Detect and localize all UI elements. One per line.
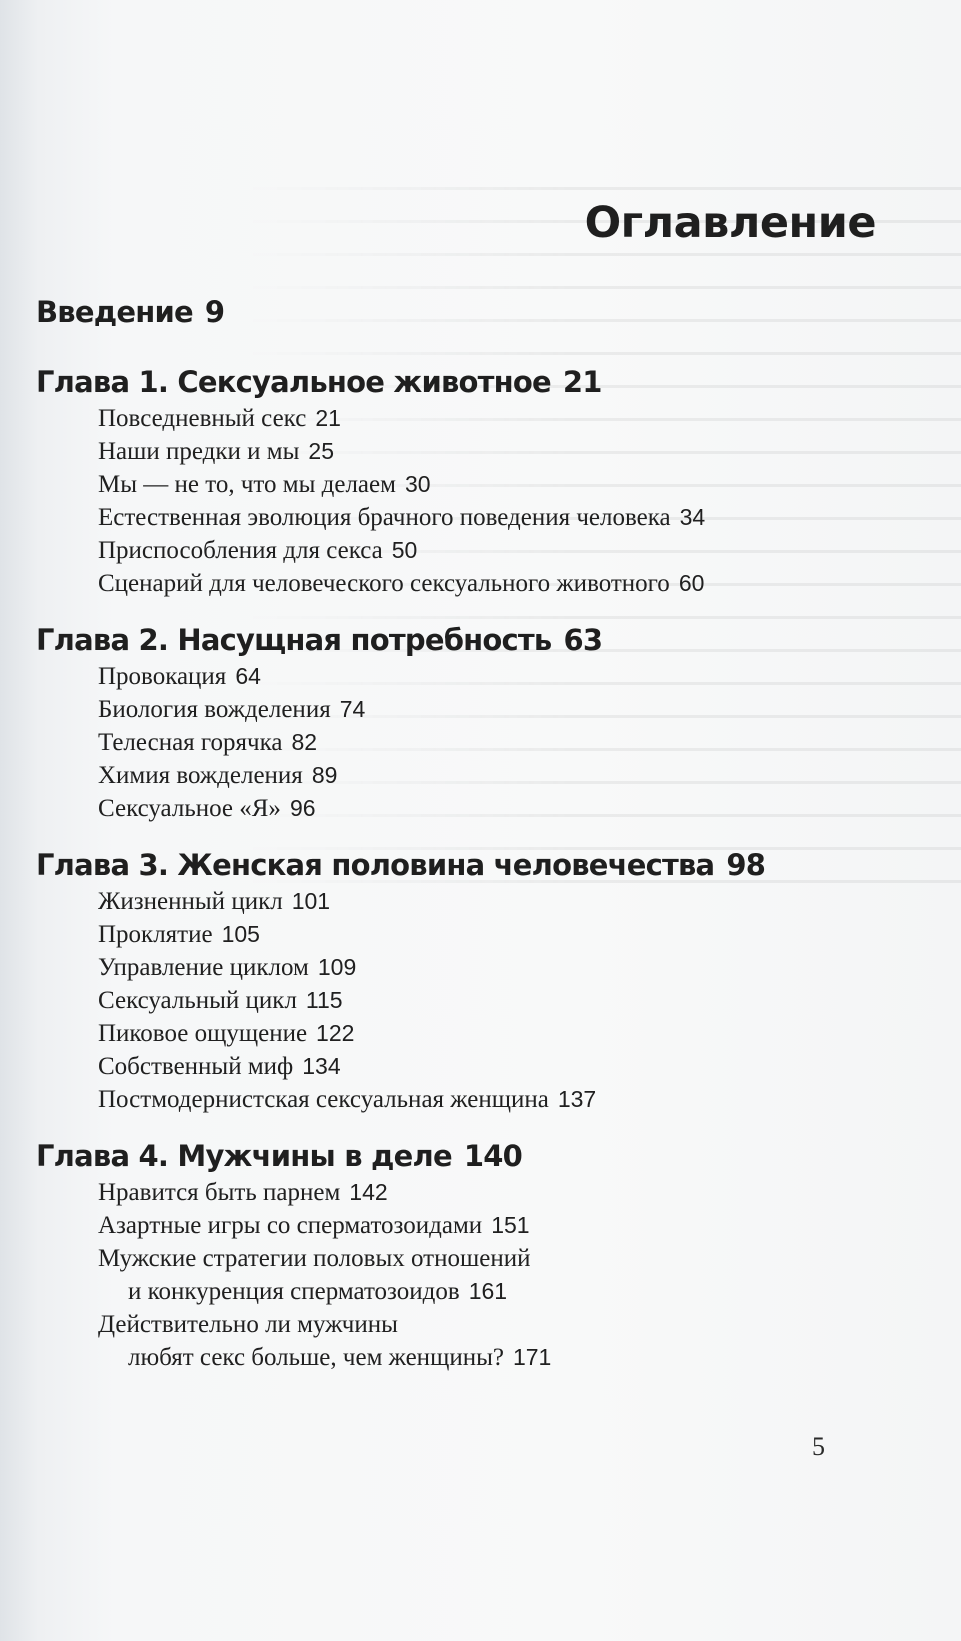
toc-intro <box>36 292 916 332</box>
toc-entry[interactable] <box>98 1083 916 1116</box>
toc-entry[interactable] <box>98 1308 916 1374</box>
entry-page-number: 142 <box>349 1179 388 1205</box>
toc-entry[interactable] <box>98 792 916 825</box>
toc-entry[interactable] <box>98 885 916 918</box>
entry-page-number: 96 <box>289 795 316 821</box>
entry-page-number: 50 <box>391 537 418 563</box>
entry-page-number: 115 <box>305 987 343 1013</box>
entry-title: Биология вожделения <box>98 696 331 723</box>
entry-title-continued: и конкуренция сперматозоидов <box>128 1278 460 1305</box>
chapter-section-list <box>36 885 916 1116</box>
toc-chapter-1 <box>36 362 916 600</box>
entry-title: Мы — не то, что мы делаем <box>98 471 396 498</box>
toc-entry[interactable] <box>98 1050 916 1083</box>
entry-page-number: 137 <box>557 1086 597 1112</box>
toc-entry[interactable] <box>98 534 916 567</box>
chapter-section-list <box>36 660 916 825</box>
toc-entry[interactable] <box>98 693 916 726</box>
intro-label: Введение <box>36 295 193 329</box>
chapter-heading[interactable] <box>36 845 916 885</box>
toc-entry[interactable] <box>98 951 916 984</box>
entry-title: Действительно ли мужчины <box>98 1311 398 1338</box>
entry-title: Химия вожделения <box>98 762 303 789</box>
entry-page-number: 101 <box>291 888 331 914</box>
entry-page-number: 122 <box>316 1020 355 1046</box>
toc-entry[interactable] <box>98 402 916 435</box>
toc-entry[interactable] <box>98 1242 916 1308</box>
toc-entry[interactable] <box>98 501 916 534</box>
chapter-page-number: 63 <box>563 623 603 657</box>
entry-title: Провокация <box>98 663 227 690</box>
entry-page-number: 89 <box>311 762 338 788</box>
entry-title: Естественная эволюция брачного поведения человека <box>98 504 671 531</box>
entry-page-number: 171 <box>512 1344 552 1370</box>
chapter-heading[interactable] <box>36 362 916 402</box>
entry-title: Повседневный секс <box>98 405 307 432</box>
entry-page-number: 21 <box>315 405 341 431</box>
chapter-heading[interactable] <box>36 620 916 660</box>
toc-entry[interactable] <box>98 660 916 693</box>
entry-page-number: 64 <box>235 663 261 689</box>
toc-chapter-3 <box>36 845 916 1116</box>
entry-page-number: 60 <box>678 570 705 596</box>
entry-page-number: 82 <box>291 729 318 755</box>
chapter-page-number: 98 <box>726 848 766 882</box>
entry-title: Телесная горячка <box>98 729 283 756</box>
intro-heading[interactable] <box>36 292 916 332</box>
entry-title: Приспособления для секса <box>98 537 383 564</box>
toc-entry[interactable] <box>98 1209 916 1242</box>
entry-title: Азартные игры со сперматозоидами <box>98 1212 483 1239</box>
entry-title: Нравится быть парнем <box>98 1179 341 1206</box>
page-number: 5 <box>812 1432 825 1461</box>
entry-title: Сценарий для человеческого сексуального животного <box>98 570 670 597</box>
entry-page-number: 161 <box>468 1278 508 1304</box>
chapter-title: Глава 4. Мужчины в деле <box>36 1139 452 1173</box>
entry-page-number: 105 <box>221 921 260 947</box>
toc-entry[interactable] <box>98 984 916 1017</box>
chapter-title: Глава 3. Женская половина человечества <box>36 848 715 882</box>
entry-title: Жизненный цикл <box>98 888 283 915</box>
toc-entry[interactable] <box>98 567 916 600</box>
toc-chapter-4 <box>36 1136 916 1374</box>
toc-chapter-2 <box>36 620 916 825</box>
toc-entry[interactable] <box>98 468 916 501</box>
chapter-section-list <box>36 1176 916 1374</box>
entry-title: Проклятие <box>98 921 213 948</box>
chapter-heading[interactable] <box>36 1136 916 1176</box>
chapter-title: Глава 2. Насущная потребность <box>36 623 552 657</box>
toc-entry[interactable] <box>98 726 916 759</box>
toc-entry[interactable] <box>98 1017 916 1050</box>
page-title: Оглавление <box>584 198 876 248</box>
chapter-section-list <box>36 402 916 600</box>
entry-page-number: 109 <box>317 954 357 980</box>
entry-title: Управление циклом <box>98 954 309 981</box>
entry-page-number: 134 <box>302 1053 341 1079</box>
entry-page-number: 30 <box>404 471 431 497</box>
toc-entry[interactable] <box>98 1176 916 1209</box>
chapter-page-number: 140 <box>463 1139 522 1173</box>
entry-page-number: 151 <box>491 1212 530 1238</box>
entry-title: Мужские стратегии половых отношений <box>98 1245 531 1272</box>
toc-entry[interactable] <box>98 918 916 951</box>
entry-page-number: 74 <box>339 696 366 722</box>
entry-title-continued: любят секс больше, чем женщины? <box>128 1344 504 1371</box>
entry-page-number: 34 <box>679 504 706 530</box>
entry-title: Наши предки и мы <box>98 438 300 465</box>
entry-page-number: 25 <box>308 438 335 464</box>
chapter-title: Глава 1. Сексуальное животное <box>36 365 551 399</box>
entry-title: Собственный миф <box>98 1053 294 1080</box>
intro-page-number: 9 <box>204 295 225 329</box>
chapter-page-number: 21 <box>562 365 602 399</box>
table-of-contents <box>36 292 916 1374</box>
entry-title: Пиковое ощущение <box>98 1020 308 1047</box>
entry-title: Постмодернистская сексуальная женщина <box>98 1086 549 1113</box>
toc-entry[interactable] <box>98 435 916 468</box>
toc-entry[interactable] <box>98 759 916 792</box>
entry-title: Сексуальное «Я» <box>98 795 281 822</box>
entry-title: Сексуальный цикл <box>98 987 297 1014</box>
